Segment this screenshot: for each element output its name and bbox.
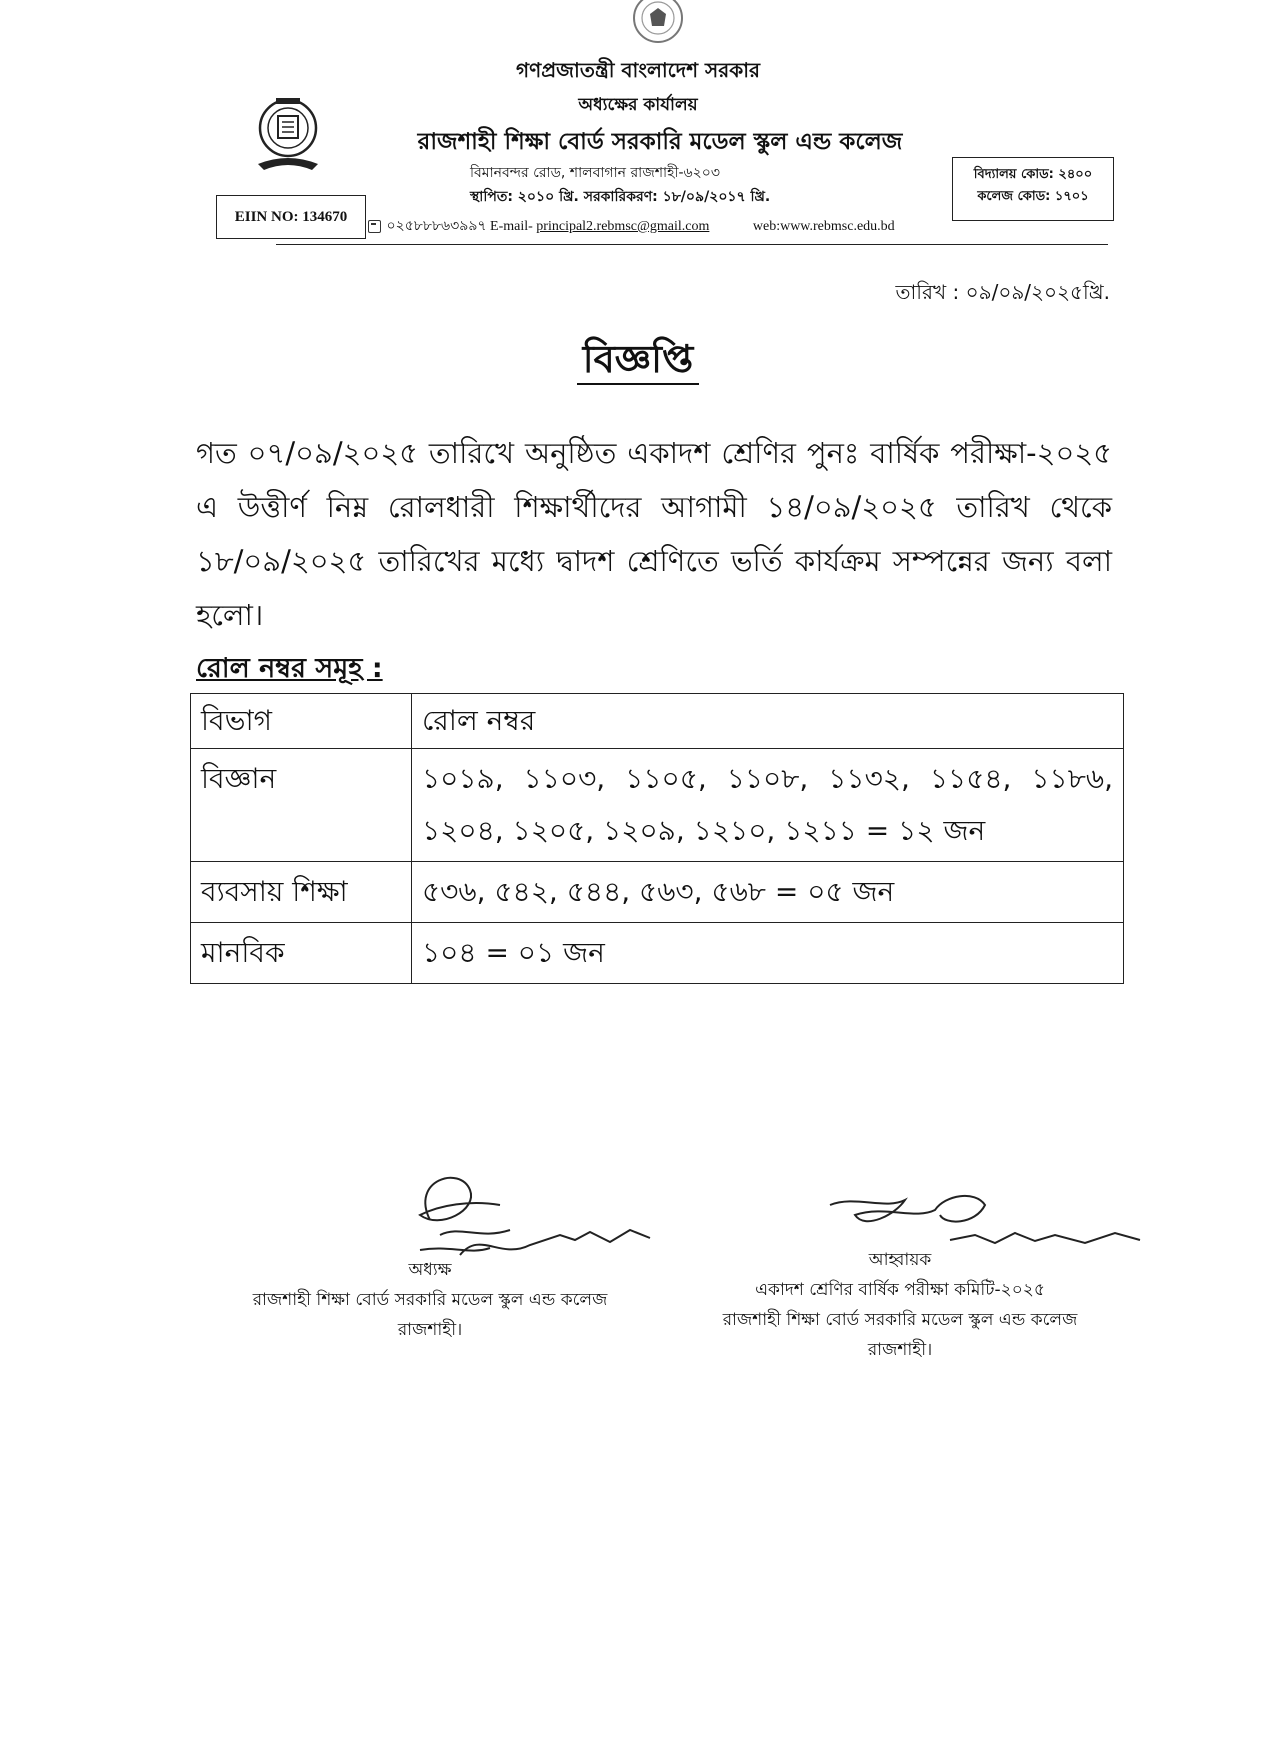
notice-date: তারিখ : ০৯/০৯/২০২৫খ্রি. — [895, 280, 1110, 304]
dept-cell: ব্যবসায় শিক্ষা — [191, 862, 412, 923]
email-label: E-mail- — [490, 219, 533, 234]
contact-row — [368, 214, 895, 238]
notice-title-text: বিজ্ঞপ্তি — [577, 337, 700, 385]
office-name: অধ্যক্ষের কার্যালয় — [578, 95, 698, 115]
table-header-rolls: রোল নম্বর — [412, 694, 1124, 749]
convener-designation: আহ্বায়ক — [868, 1250, 932, 1270]
institution-address: বিমানবন্দর রোড, শালবাগান রাজশাহী-৬২০৩ — [470, 165, 720, 181]
eiin-box — [216, 195, 366, 239]
table-row — [191, 749, 1124, 862]
table-header-dept: বিভাগ — [191, 694, 412, 749]
institution-name: রাজশাহী শিক্ষা বোর্ড সরকারি মডেল স্কুল এন্ড কলেজ — [417, 129, 903, 155]
college-code: কলেজ কোড: ১৭০১ — [977, 189, 1089, 204]
rolls-cell: ৫৩৬, ৫৪২, ৫৪৪, ৫৬৩, ৫৬৮ = ০৫ জন — [412, 862, 1124, 923]
roll-heading: রোল নম্বর সমূহ : — [196, 653, 383, 684]
rolls-cell: ১০১৯, ১১০৩, ১১০৫, ১১০৮, ১১৩২, ১১৫৪, ১১৮৬, ১২০৪, ১২০৫, ১২০৯, ১২১০, ১২১১ = ১২ জন — [412, 749, 1124, 862]
notice-title — [0, 330, 1276, 394]
code-box — [952, 157, 1114, 221]
convener-signature-block — [680, 1245, 1120, 1365]
website-link[interactable]: web:www.rebmsc.edu.bd — [752, 219, 895, 234]
table-row — [191, 923, 1124, 984]
principal-signature — [400, 1160, 670, 1270]
school-code: বিদ্যালয় কোড: ২৪০০ — [973, 167, 1093, 182]
government-seal-icon — [622, 0, 694, 50]
convener-committee: একাদশ শ্রেণির বার্ষিক পরীক্ষা কমিটি-২০২৫ — [755, 1280, 1045, 1300]
table-row — [191, 862, 1124, 923]
establishment-info: স্থাপিত: ২০১০ খ্রি. সরকারিকরণ: ১৮/০৯/২০১৭ খ্রি. — [470, 189, 771, 205]
convener-institution: রাজশাহী শিক্ষা বোর্ড সরকারি মডেল স্কুল এন্ড কলেজ — [722, 1310, 1078, 1330]
notice-body: গত ০৭/০৯/২০২৫ তারিখে অনুষ্ঠিত একাদশ শ্রেণির পুনঃ বার্ষিক পরীক্ষা-২০২৫ এ উত্তীর্ণ নিম্ন রোলধারী শিক্ষার্থীদের আগামী ১৪/০৯/২০২৫ তারিখ থেকে ১৮/০৯/২০২৫ তারিখের মধ্যে দ্বাদশ শ্রেণিতে ভর্তি কার্যক্রম সম্পন্নের জন্য বলা হলো। — [196, 436, 1112, 632]
table-header-row — [191, 694, 1124, 749]
header-divider — [276, 244, 1108, 245]
principal-institution: রাজশাহী শিক্ষা বোর্ড সরকারি মডেল স্কুল এন্ড কলেজ — [252, 1290, 608, 1310]
roll-table — [190, 693, 1124, 984]
principal-city: রাজশাহী। — [397, 1320, 463, 1340]
email-link[interactable]: principal2.rebmsc@gmail.com — [536, 219, 710, 234]
convener-city: রাজশাহী। — [867, 1340, 933, 1360]
eiin-number: EIIN NO: 134670 — [234, 208, 348, 225]
phone-number: ০২৫৮৮৮৬৩৯৯৭ — [386, 219, 487, 234]
phone-icon — [368, 220, 381, 233]
dept-cell: বিজ্ঞান — [191, 749, 412, 862]
principal-designation: অধ্যক্ষ — [408, 1260, 452, 1280]
dept-cell: মানবিক — [191, 923, 412, 984]
rolls-cell: ১০৪ = ০১ জন — [412, 923, 1124, 984]
government-name: গণপ্রজাতন্ত্রী বাংলাদেশ সরকার — [516, 58, 760, 82]
principal-signature-block — [200, 1255, 660, 1345]
